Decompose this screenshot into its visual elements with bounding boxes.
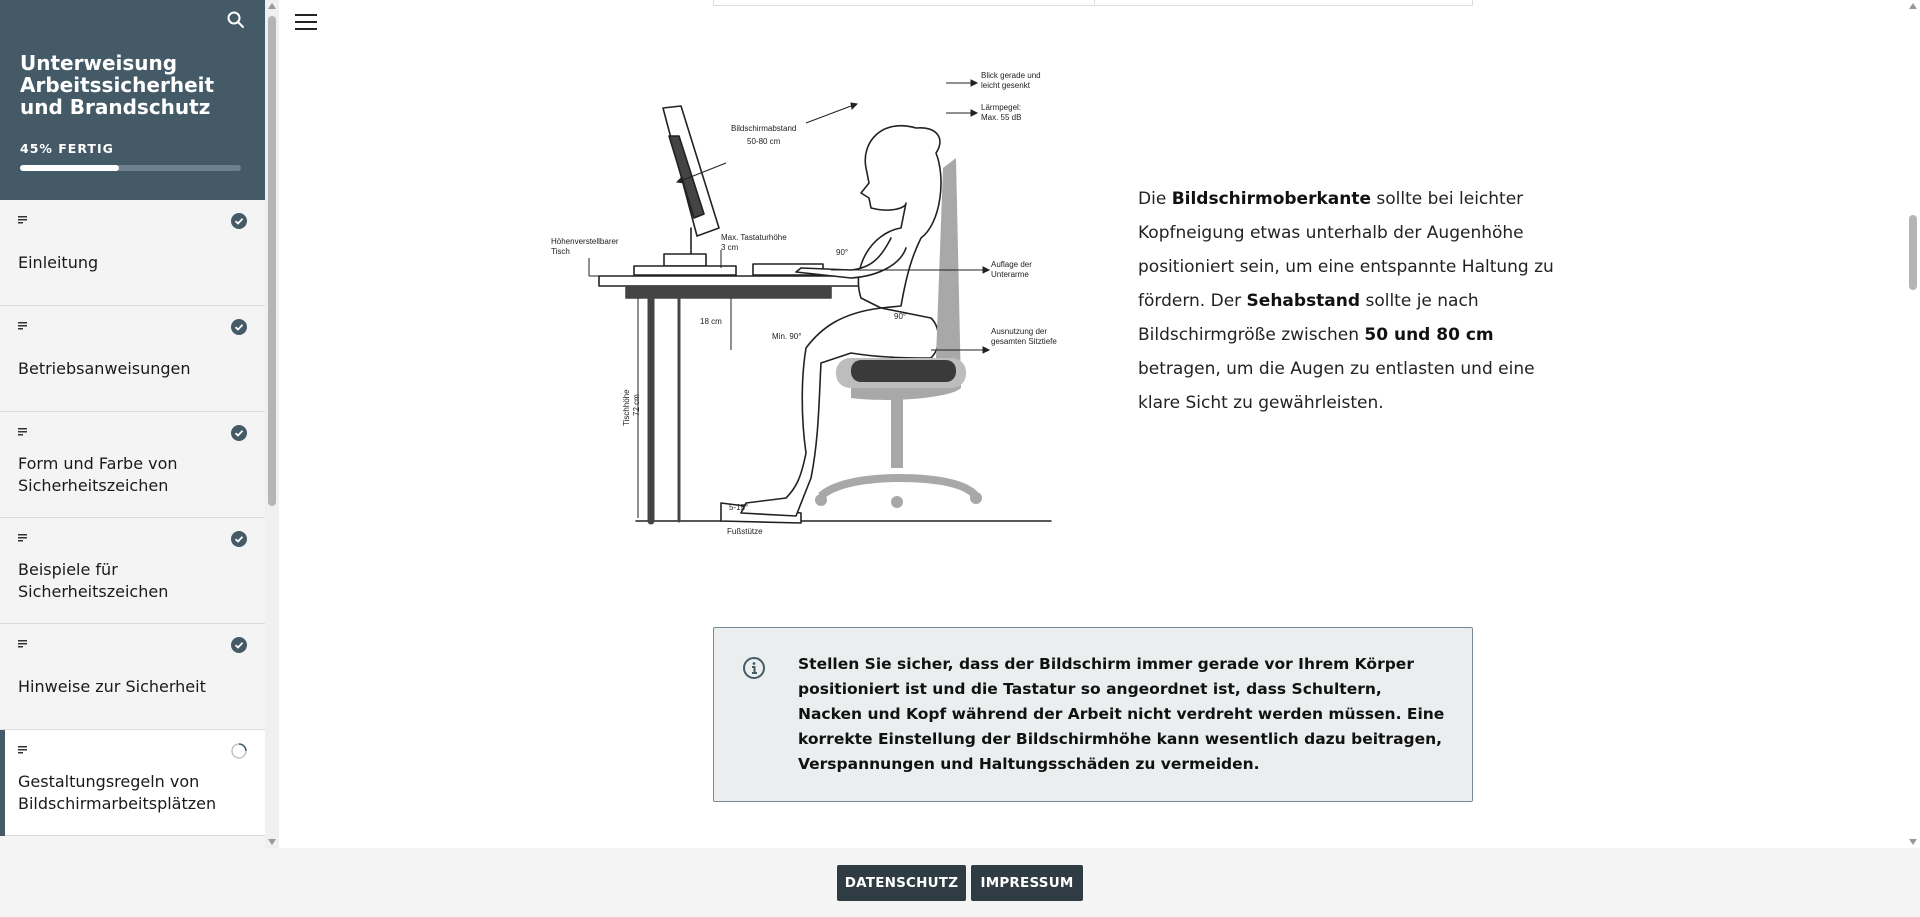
ergonomic-workstation-illustration [551, 58, 1071, 538]
label-thigh-gap: 18 cm [700, 317, 722, 326]
sidebar-item-hinweise[interactable] [0, 624, 265, 730]
menu-icon[interactable] [295, 14, 317, 31]
label-gaze-2: leicht gesenkt [981, 81, 1030, 90]
main-scrollbar[interactable] [1906, 0, 1920, 848]
label-footrest-angle: 5-15° [729, 503, 749, 512]
sidebar-header [0, 0, 265, 200]
info-paragraph: Die Bildschirmoberkante sollte bei leichter Kopfneigung etwas unterhalb der Augenhöhe positioniert sein, um eine entspannte Haltung zu fördern. Der Sehabstand sollte je nach Bildschirmgröße zwischen 50 und 80 cm betragen, um die Augen zu entlasten und eine klare Sicht zu gewährleisten. [1138, 189, 1554, 413]
privacy-button[interactable]: DATENSCHUTZ [837, 865, 966, 901]
label-gaze: Blick gerade und [981, 71, 1041, 80]
sidebar-item-label: Betriebsanweisungen [18, 359, 191, 378]
label-table-height: Tischhöhe [622, 389, 631, 426]
sidebar-item-form-und-farbe[interactable] [0, 412, 265, 518]
search-icon[interactable] [226, 10, 246, 30]
progress-bar-fill [20, 165, 119, 171]
table-bottom-edge [713, 0, 1473, 6]
sidebar-item-gestaltungsregeln[interactable] [0, 730, 265, 836]
course-title: Unterweisung Arbeitssicherheit und Brandschutz [20, 51, 215, 119]
label-forearm: Auflage der [991, 260, 1032, 269]
info-icon [742, 656, 766, 680]
progress-bar [20, 165, 241, 171]
label-table: Höhenverstellbarer [551, 237, 619, 246]
scroll-up-arrow-icon[interactable] [1909, 3, 1917, 9]
sidebar [0, 0, 265, 848]
scrollbar-thumb[interactable] [1909, 215, 1917, 290]
label-seat-depth-2: gesamten Sitztiefe [991, 337, 1057, 346]
check-circle-icon [231, 213, 247, 229]
label-keyboard-height-2: 3 cm [721, 243, 739, 252]
label-table-2: Tisch [551, 247, 570, 256]
scroll-up-arrow-icon[interactable] [268, 3, 276, 9]
label-elbow-angle: 90° [836, 248, 849, 257]
sidebar-item-label: Hinweise zur Sicherheit [18, 677, 206, 696]
in-progress-icon [231, 743, 247, 759]
check-circle-icon [231, 425, 247, 441]
scroll-down-arrow-icon[interactable] [268, 839, 276, 845]
label-footrest: Fußstütze [727, 527, 763, 536]
sidebar-item-label: Form und Farbe von Sicherheitszeichen [18, 454, 178, 495]
label-screen-distance: Bildschirmabstand [731, 124, 797, 133]
footer [0, 848, 1920, 917]
label-table-height-2: 72 cm [632, 394, 641, 416]
scroll-down-arrow-icon[interactable] [1909, 839, 1917, 845]
label-keyboard-height: Max. Tastaturhöhe [721, 233, 787, 242]
label-forearm-2: Unterarme [991, 270, 1029, 279]
sidebar-item-beispiele[interactable] [0, 518, 265, 624]
info-note [713, 627, 1473, 802]
sidebar-item-einleitung[interactable] [0, 200, 265, 306]
label-noise-2: Max. 55 dB [981, 113, 1022, 122]
sidebar-item-label: Gestaltungsregeln von Bildschirmarbeitsplätzen [18, 772, 217, 813]
note-text: Stellen Sie sicher, dass der Bildschirm immer gerade vor Ihrem Körper positioniert ist und die Tastatur so angeordnet ist, dass Schultern, Nacken und Kopf während der Arbeit nicht verdreht werden müssen. Eine korrekte Einstellung der Bildschirmhöhe kann wesentlich dazu beitragen, Verspannungen und Haltungsschäden zu vermeiden. [798, 655, 1445, 773]
label-hip-angle: Min. 90° [772, 332, 802, 341]
sidebar-item-betriebsanweisungen[interactable] [0, 306, 265, 412]
progress-label: 45% FERTIG [20, 141, 114, 156]
check-circle-icon [231, 319, 247, 335]
scrollbar-thumb[interactable] [268, 16, 276, 506]
check-circle-icon [231, 531, 247, 547]
sidebar-scrollbar[interactable] [265, 0, 279, 848]
sidebar-item-label: Beispiele für Sicherheitszeichen [18, 560, 169, 601]
label-noise: Lärmpegel: [981, 103, 1022, 112]
main-content [279, 0, 1906, 848]
label-seat-depth: Ausnutzung der [991, 327, 1048, 336]
imprint-button[interactable]: IMPRESSUM [971, 865, 1083, 901]
label-knee-angle: 90° [894, 312, 907, 321]
lesson-list [0, 200, 265, 836]
check-circle-icon [231, 637, 247, 653]
sidebar-item-label: Einleitung [18, 253, 99, 272]
label-screen-distance-2: 50-80 cm [747, 137, 781, 146]
